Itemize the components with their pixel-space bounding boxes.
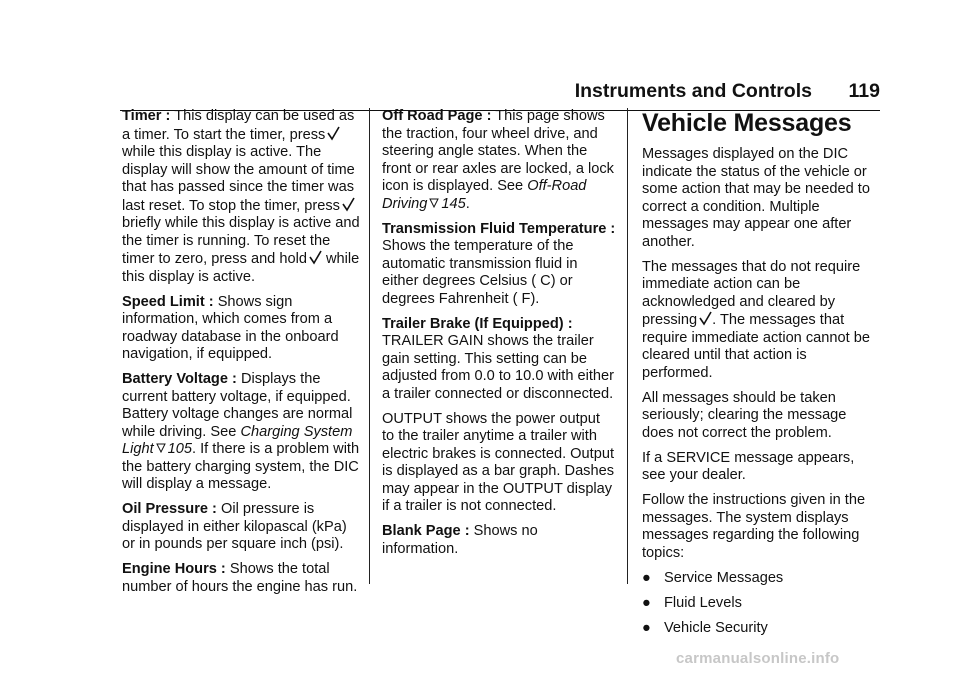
battery-voltage-paragraph: Battery Voltage : Displays the current battery voltage, if equipped. Battery voltage changes are normal while driving. See Charging System Light 105. If there is a problem with the battery charging system, the DIC will display a message.	[122, 371, 360, 492]
checkmark-icon	[342, 197, 355, 212]
off-road-paragraph: Off Road Page : This page shows the traction, four wheel drive, and steering angle states. When the front or rear axles are locked, a lock icon is displayed. See Off-Road Driving 145.	[382, 108, 614, 212]
cross-reference-page[interactable]: 145	[441, 195, 466, 212]
list-item: ● Service Messages	[642, 569, 784, 586]
column-divider	[369, 108, 370, 584]
term-engine-hours: Engine Hours :	[122, 561, 226, 577]
list-item: ● Fluid Levels	[642, 594, 742, 611]
list-item: ● Vehicle Security	[642, 619, 768, 636]
column-1	[122, 108, 362, 604]
watermark: carmanualsonline.info	[676, 650, 840, 667]
checkmark-icon	[327, 126, 340, 141]
bullet-icon: ●	[642, 594, 651, 611]
bullet-icon: ●	[642, 569, 651, 586]
output-paragraph: OUTPUT shows the power output to the trailer anytime a trailer with electric brakes is connected. Output is displayed as a bar graph. Dashes may appear in the OUTPUT display if a trailer is not connected.	[382, 410, 615, 514]
term-trailer-brake: Trailer Brake (If Equipped) :	[382, 315, 573, 332]
messages-follow: Follow the instructions given in the messages. The system displays messages regarding the following topics:	[642, 492, 866, 561]
page-reference-icon	[429, 198, 439, 208]
checkmark-icon	[309, 250, 322, 265]
messages-serious: All messages should be taken seriously; clearing the message does not correct the problem.	[642, 389, 847, 441]
trailer-brake-paragraph: Trailer Brake (If Equipped) : TRAILER GAIN shows the trailer gain setting. This setting can be adjusted from 0.0 to 10.0 with either a trailer connected or disconnected.	[382, 315, 615, 402]
term-off-road-page: Off Road Page :	[382, 108, 492, 124]
transmission-paragraph: Transmission Fluid Temperature : Shows the temperature of the automatic transmission fluid in either degrees Celsius ( C) or degrees Fahrenheit ( F).	[382, 220, 616, 307]
term-transmission-fluid: Transmission Fluid Temperature :	[382, 220, 616, 237]
section-title: Instruments and Controls	[574, 80, 812, 102]
speed-limit-paragraph: Speed Limit : Shows sign information, which comes from a roadway database in the onboard navigation, if equipped.	[122, 293, 339, 362]
term-speed-limit: Speed Limit :	[122, 293, 214, 310]
bullet-icon: ●	[642, 619, 651, 636]
page-reference-icon	[156, 443, 166, 453]
cross-reference-link[interactable]: Off-Road Driving	[382, 178, 587, 212]
column-3	[642, 108, 878, 645]
messages-service: If a SERVICE message appears, see your dealer.	[642, 449, 855, 483]
term-blank-page: Blank Page :	[382, 523, 470, 539]
column-divider	[627, 108, 628, 584]
oil-pressure-paragraph: Oil Pressure : Oil pressure is displayed in either kilopascal (kPa) or in pounds per square inch (psi).	[122, 501, 347, 552]
messages-acknowledge: The messages that do not require immediate action can be acknowledged and cleared by pressing . The messages that require immediate action cannot be cleared until that action is performed.	[642, 258, 870, 381]
timer-paragraph: Timer : This display can be used as a timer. To start the timer, press while this display is active. The display will show the amount of time that has passed since the timer was last reset. To stop the timer, press briefly while this display is active and the timer is running. To reset the timer to zero, press and hold while this display is active.	[122, 108, 360, 285]
term-timer: Timer :	[122, 108, 171, 124]
term-oil-pressure: Oil Pressure :	[122, 501, 217, 517]
column-2	[382, 108, 616, 566]
engine-hours-paragraph: Engine Hours : Shows the total number of hours the engine has run.	[122, 561, 358, 595]
messages-intro: Messages displayed on the DIC indicate the status of the vehicle or some action that may be needed to correct a condition. Multiple messages may appear one after another.	[642, 146, 870, 250]
cross-reference-link[interactable]: Charging System Light	[122, 423, 353, 457]
page-number: 119	[848, 80, 880, 102]
cross-reference-page[interactable]: 105	[167, 441, 193, 457]
blank-page-paragraph: Blank Page : Shows no information.	[382, 523, 538, 557]
checkmark-icon	[699, 311, 712, 326]
term-battery-voltage: Battery Voltage :	[122, 371, 237, 387]
page-header	[120, 80, 880, 110]
section-heading: Vehicle Messages	[642, 109, 852, 137]
